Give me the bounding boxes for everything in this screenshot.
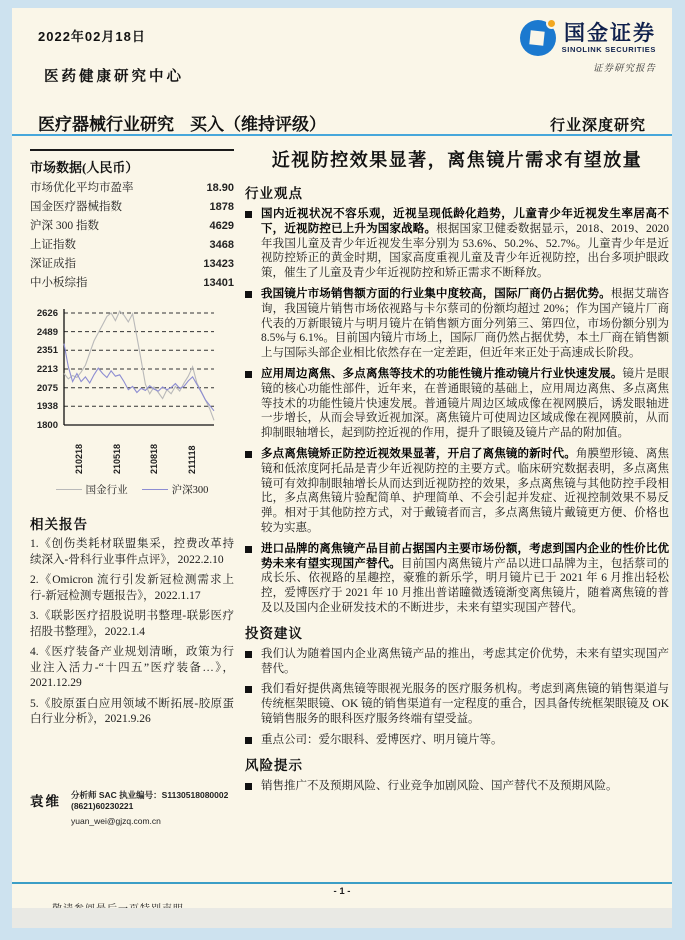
table-row: 沪深 300 指数 4629 bbox=[30, 220, 234, 232]
bullet-square-icon bbox=[245, 371, 252, 378]
bullet-square-icon bbox=[245, 451, 252, 458]
report-type-label: 行业深度研究 bbox=[549, 118, 646, 134]
sinolink-logo-icon bbox=[520, 20, 556, 56]
list-item[interactable]: 4.《医疗装备产业规划清晰，政策为行业注入活力-“十四五”医疗装备…》，2021.12.29 bbox=[30, 646, 234, 689]
bullet-item: 进口品牌的离焦镜产品目前占据国内主要市场份额，考虑到国内企业的性价比优势未来有望实现国产替代。目前国内离焦镜片产品以进口品牌为主，包括蔡司的成长乐、依视路的星趣控，豪雅的新乐学，明月镜片已于 2021 年 6 月推出轻松控，爱博医疗于 2021 年 10 月推出普诺瞳微透镜渐变离焦镜片，随着离焦镜的普及以及国内企业研发技术的不断进步，未来有望实现国产替代。 bbox=[245, 542, 669, 616]
table-row: 市场优化平均市盈率 18.90 bbox=[30, 182, 234, 194]
x-tick-label: 210818 bbox=[149, 443, 159, 474]
list-item[interactable]: 2.《Omicron 流行引发新冠检测需求上行-新冠检测专题报告》，2022.1.17 bbox=[30, 574, 234, 602]
section-heading-industry-view: 行业观点 bbox=[245, 186, 303, 201]
sidebar bbox=[30, 149, 234, 733]
y-tick-label: 2626 bbox=[36, 308, 58, 319]
y-tick-label: 2213 bbox=[36, 364, 58, 375]
bullet-item: 我们看好提供离焦镜等眼视光服务的医疗服务机构。考虑到离焦镜的销售渠道与传统框架眼镜、OK 镜的销售渠道有一定程度的重合，因具备传统框架眼镜及 OK 镜销售服务的眼科医疗服务终端有望受益。 bbox=[245, 682, 669, 726]
bullet-item: 我们认为随着国内企业离焦镜产品的推出，考虑其定价优势，未来有望实现国产替代。 bbox=[245, 647, 669, 677]
x-tick-label: 210518 bbox=[111, 443, 122, 474]
bullet-square-icon bbox=[245, 291, 252, 298]
analyst-email[interactable]: yuan_wei@gjzq.com.cn bbox=[71, 816, 161, 826]
logo-name-en: SINOLINK SECURITIES bbox=[561, 44, 656, 54]
legend-item bbox=[56, 482, 128, 497]
logo-subtitle: 证券研究报告 bbox=[592, 64, 656, 74]
table-row: 深证成指 13423 bbox=[30, 258, 234, 270]
list-item[interactable]: 3.《联影医疗招股说明书整理-联影医疗招股书整理》，2022.1.4 bbox=[30, 610, 234, 638]
x-tick-label: 211118 bbox=[186, 445, 197, 474]
bullet-item: 我国镜片市场销售额方面的行业集中度较高，国际厂商仍占据优势。根据艾瑞咨询，我国镜片销售市场依视路与卡尔蔡司的份额均超过 20%；作为国产镜片厂商代表的万新眼镜片与明月镜片在销售额方面分列第三、第四位，市场份额分别为 8.5%与 6.1%。目前国内镜片市场上，国际厂商仍然占据优势，本土厂商在销售额上与国际头部企业相比依然存在一定差距，但近年来正处于高速成长阶段。 bbox=[245, 287, 669, 361]
analyst-block bbox=[30, 790, 242, 827]
y-tick-label: 1938 bbox=[36, 401, 58, 413]
related-reports-title: 相关报告 bbox=[30, 517, 88, 532]
analyst-name: 袁维 bbox=[30, 794, 61, 809]
bullet-square-icon bbox=[245, 737, 252, 744]
chart-y-axis bbox=[30, 307, 62, 429]
table-row: 国金医疗器械指数 1878 bbox=[30, 201, 234, 213]
report-date: 2022年02月18日 bbox=[38, 29, 146, 44]
y-tick-label: 2075 bbox=[36, 382, 58, 394]
price-chart bbox=[30, 307, 234, 497]
legend-line-icon bbox=[56, 489, 82, 490]
bullet-item: 应用周边离焦、多点离焦等技术的功能性镜片推动镜片行业快速发展。镜片是眼镜的核心功能性部件，近年来，在普通眼镜的基础上，应用周边离焦、多点离焦等技术的功能性镜片快速发展。普通镜片周边区域成像在视网膜后，诱发眼轴进一步增长，从而会导致近视加深。离焦镜片可使周边区域成像在视网膜前，从而抑制眼轴增长，起到防控近视的作用，提升了眼镜及镜片产品的附加值。 bbox=[245, 367, 669, 441]
report-page bbox=[12, 8, 672, 928]
section-heading-investment-advice: 投资建议 bbox=[245, 625, 303, 641]
related-reports bbox=[30, 513, 234, 728]
list-item[interactable]: 1.《创伤类耗材联盟集采，控费改革持续深入-骨科行业事件点评》，2022.2.10 bbox=[30, 538, 234, 566]
bullet-square-icon bbox=[245, 651, 252, 658]
bullet-item: 重点公司：爱尔眼科、爱博医疗、明月镜片等。 bbox=[245, 733, 669, 748]
y-tick-label: 2351 bbox=[36, 345, 58, 357]
logo-block bbox=[520, 20, 656, 74]
table-row: 中小板综指 13401 bbox=[30, 277, 234, 289]
rating-badge: 买入（维持评级） bbox=[190, 115, 326, 134]
footer-band bbox=[12, 908, 672, 928]
main-content bbox=[245, 146, 669, 799]
page-number: - 1 - bbox=[333, 886, 351, 897]
y-tick-label: 1800 bbox=[36, 420, 58, 431]
bullet-square-icon bbox=[245, 686, 252, 693]
list-item[interactable]: 5.《胶原蛋白应用领域不断拓展-胶原蛋白行业分析》，2021.9.26 bbox=[30, 697, 234, 725]
bullet-square-icon bbox=[245, 783, 252, 790]
footer-divider bbox=[12, 882, 672, 884]
header-divider bbox=[12, 134, 672, 136]
market-data-table bbox=[30, 149, 234, 293]
logo-name-cn: 国金证券 bbox=[564, 21, 656, 45]
research-center-name: 医药健康研究中心 bbox=[44, 69, 184, 85]
bullet-item: 销售推广不及预期风险、行业竞争加剧风险、国产替代不及预期风险。 bbox=[245, 779, 669, 794]
legend-item bbox=[142, 482, 209, 497]
analyst-cert: 分析师 SAC 执业编号：S1130518080002 bbox=[71, 790, 229, 800]
page-title: 近视防控效果显著，离焦镜片需求有望放量 bbox=[271, 150, 643, 170]
x-tick-label: 210218 bbox=[74, 443, 84, 474]
legend-label: 国金行业 bbox=[85, 485, 128, 496]
y-tick-label: 2489 bbox=[36, 326, 58, 338]
chart-plot-area bbox=[62, 307, 218, 429]
bullet-item: 多点离焦镜矫正防控近视效果显著，开启了离焦镜的新时代。角膜塑形镜、离焦镜和低浓度阿托品是青少年近视防控的主要方式。临床研究数据表明，多点离焦镜可有效抑制眼轴增长从而达到近视防控的效果，多点离焦镜与其他防控手段相比，多点离焦镜片验配简单、护理简单、不会引起并发症、近视控制效果不易反弹。相对于其他防控方式，对于戴镜者而言，多点离焦镜片戴镜更方便、价格也较为实惠。 bbox=[245, 447, 669, 536]
chart-legend bbox=[30, 482, 234, 497]
legend-label: 沪深300 bbox=[171, 485, 209, 496]
table-row: 上证指数 3468 bbox=[30, 239, 234, 251]
bullet-square-icon bbox=[245, 546, 252, 553]
legend-line-icon bbox=[142, 489, 168, 490]
section-heading-risk-warning: 风险提示 bbox=[245, 757, 303, 773]
chart-x-axis bbox=[62, 434, 218, 478]
analyst-phone: (8621)60230221 bbox=[71, 801, 134, 811]
industry-report-title: 医疗器械行业研究 bbox=[38, 115, 174, 134]
bullet-square-icon bbox=[245, 211, 252, 218]
bullet-item: 国内近视状况不容乐观，近视呈现低龄化趋势，儿童青少年近视发生率居高不下，近视防控已上升为国家战略。根据国家卫健委数据显示，2018、2019、2020 年我国儿童及青少年近视发生率分别为 53.6%、50.2%、52.7%。儿童青少年是近视防控矫正的黄金时期，国家高度重视儿童及青少年近视防控，出台多项护眼政策，催生了儿童及青少年近视防控和矫正需求不断释放。 bbox=[245, 207, 669, 281]
market-data-title: 市场数据(人民币） bbox=[30, 160, 139, 175]
